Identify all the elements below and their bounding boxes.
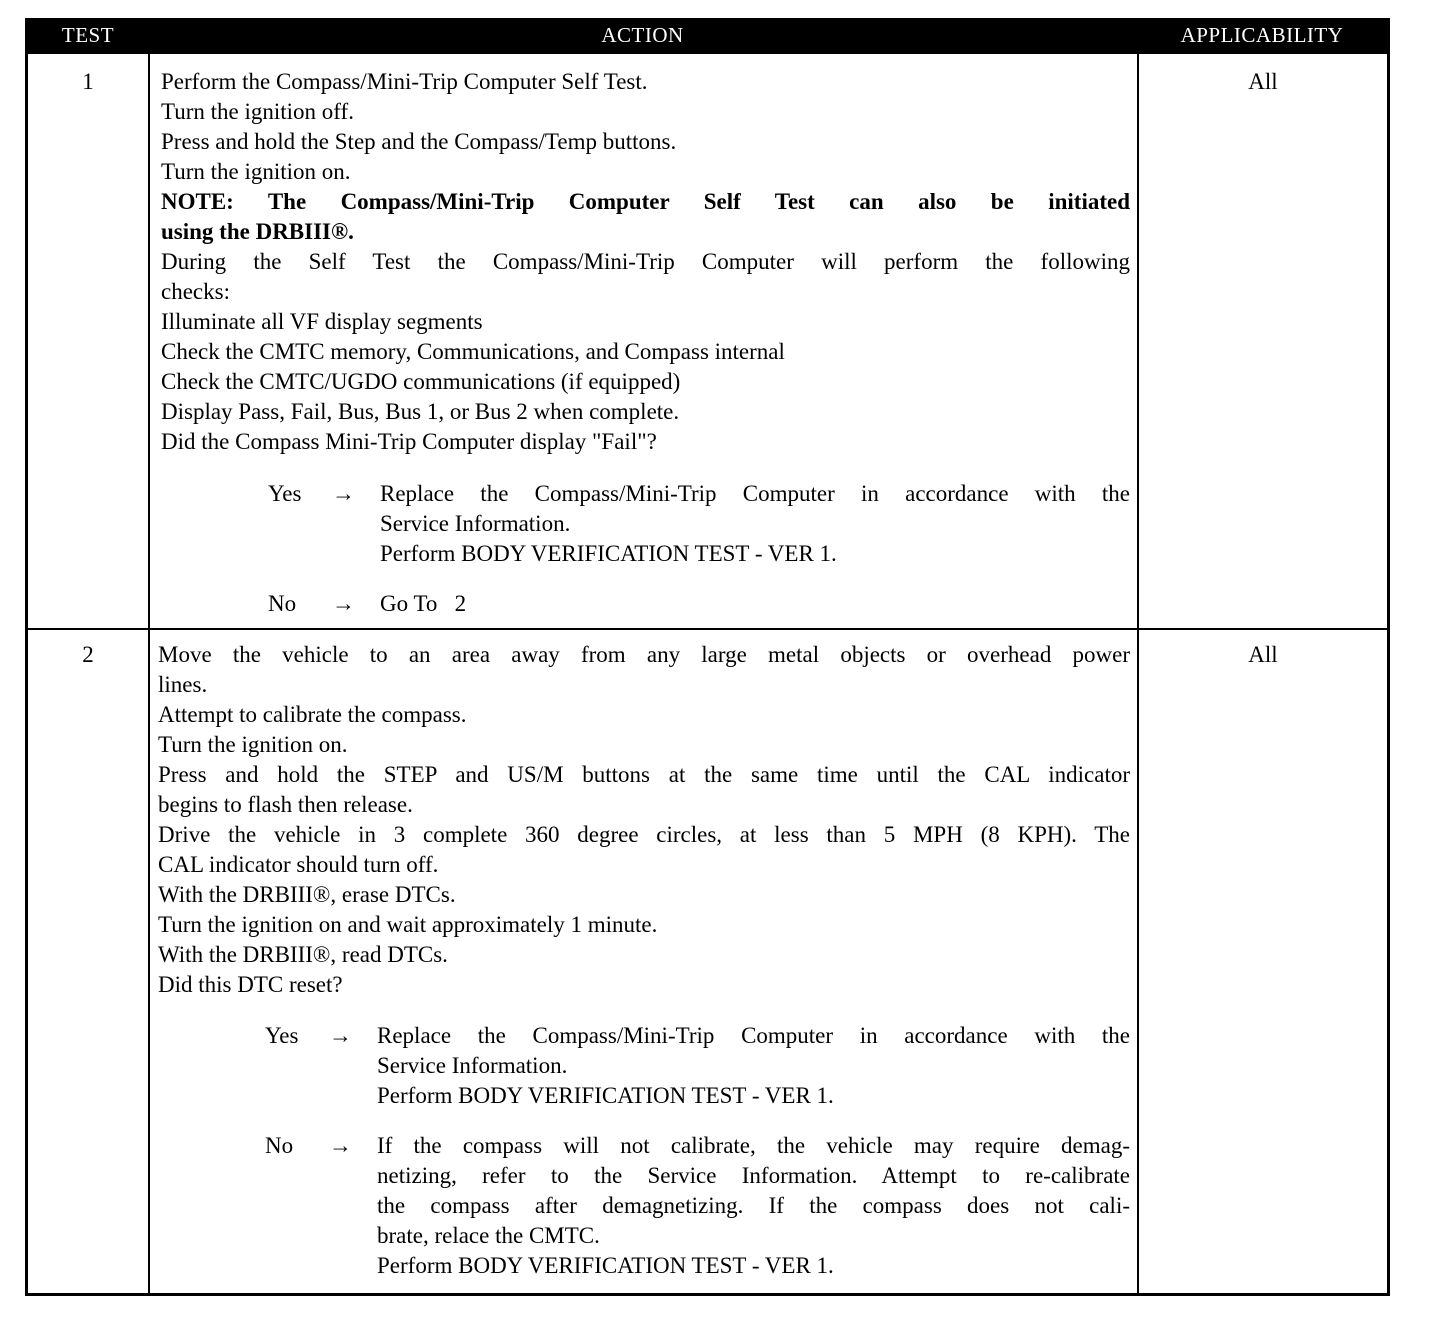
- no-label: No: [265, 1133, 294, 1158]
- action-line: Turn the ignition off.: [161, 99, 354, 124]
- diagnostic-test-table: [25, 18, 1390, 1296]
- action-line: Turn the ignition on.: [161, 159, 351, 184]
- note-line: using the DRBIII®.: [161, 219, 354, 244]
- action-line: Illuminate all VF display segments: [161, 309, 483, 334]
- response-line: the compass after demagnetizing. If the compass does not cali-: [377, 1193, 1130, 1218]
- yes-response: [268, 479, 1130, 569]
- arrow-right-icon: →: [332, 481, 355, 506]
- action-line: Perform the Compass/Mini-Trip Computer Self Test.: [161, 69, 648, 94]
- table-row-test-1: [28, 52, 1387, 628]
- response-line: Perform BODY VERIFICATION TEST - VER 1.: [377, 1083, 834, 1108]
- header-action: ACTION: [601, 23, 684, 47]
- action-line: Attempt to calibrate the compass.: [158, 702, 467, 727]
- table-row-test-2: [28, 628, 1387, 1293]
- arrow-right-icon: →: [329, 1133, 352, 1158]
- action-line: Press and hold the Step and the Compass/Temp buttons.: [161, 129, 677, 154]
- action-line: With the DRBIII®, erase DTCs.: [158, 882, 456, 907]
- table-header: [28, 18, 1387, 52]
- header-test: TEST: [61, 23, 115, 47]
- action-line: During the Self Test the Compass/Mini-Trip Computer will perform the following: [161, 249, 1130, 274]
- action-line: Press and hold the STEP and US/M buttons at the same time until the CAL indicator: [158, 762, 1130, 787]
- action-cell: [150, 630, 1139, 1293]
- yes-response: [265, 1021, 1130, 1111]
- applicability-cell: All: [1248, 69, 1278, 94]
- action-line: Drive the vehicle in 3 complete 360 degree circles, at less than 5 MPH (8 KPH). The: [158, 822, 1130, 847]
- response-line: If the compass will not calibrate, the vehicle may require demag-: [377, 1133, 1130, 1158]
- response-line: Service Information.: [377, 1053, 568, 1078]
- yes-label: Yes: [265, 1023, 299, 1048]
- response-line: brate, relace the CMTC.: [377, 1223, 600, 1248]
- note-line: NOTE: The Compass/Mini-Trip Computer Self Test can also be initiated: [161, 189, 1130, 214]
- action-line: Move the vehicle to an area away from any large metal objects or overhead power: [158, 642, 1130, 667]
- action-line: lines.: [158, 672, 208, 697]
- response-line: Perform BODY VERIFICATION TEST - VER 1.: [377, 1253, 834, 1278]
- action-line: With the DRBIII®, read DTCs.: [158, 942, 448, 967]
- arrow-right-icon: →: [332, 591, 355, 616]
- no-response: [265, 1131, 1130, 1281]
- no-response: [268, 589, 1130, 619]
- response-line: Replace the Compass/Mini-Trip Computer in accordance with the: [380, 481, 1130, 506]
- response-line: Service Information.: [380, 511, 571, 536]
- no-label: No: [268, 591, 297, 616]
- action-line: Did this DTC reset?: [158, 972, 343, 997]
- action-line: Check the CMTC memory, Communications, and Compass internal: [161, 339, 785, 364]
- test-number: 1: [28, 54, 150, 628]
- action-line: checks:: [161, 279, 230, 304]
- action-line: Check the CMTC/UGDO communications (if equipped): [161, 369, 681, 394]
- response-line: Perform BODY VERIFICATION TEST - VER 1.: [380, 541, 837, 566]
- response-line: Replace the Compass/Mini-Trip Computer in accordance with the: [377, 1023, 1130, 1048]
- test-number: 2: [28, 630, 150, 1293]
- header-applicability: APPLICABILITY: [1180, 23, 1344, 47]
- action-cell: [150, 54, 1139, 628]
- yes-label: Yes: [268, 481, 302, 506]
- applicability-cell: All: [1248, 642, 1278, 667]
- response-line: netizing, refer to the Service Information. Attempt to re-calibrate: [377, 1163, 1130, 1188]
- response-line: Go To 2: [380, 591, 467, 616]
- action-line: begins to flash then release.: [158, 792, 413, 817]
- action-line: Turn the ignition on and wait approximately 1 minute.: [158, 912, 658, 937]
- action-line: Did the Compass Mini-Trip Computer display "Fail"?: [161, 429, 657, 454]
- action-line: Turn the ignition on.: [158, 732, 348, 757]
- arrow-right-icon: →: [329, 1023, 352, 1048]
- action-line: Display Pass, Fail, Bus, Bus 1, or Bus 2 when complete.: [161, 399, 680, 424]
- action-line: CAL indicator should turn off.: [158, 852, 439, 877]
